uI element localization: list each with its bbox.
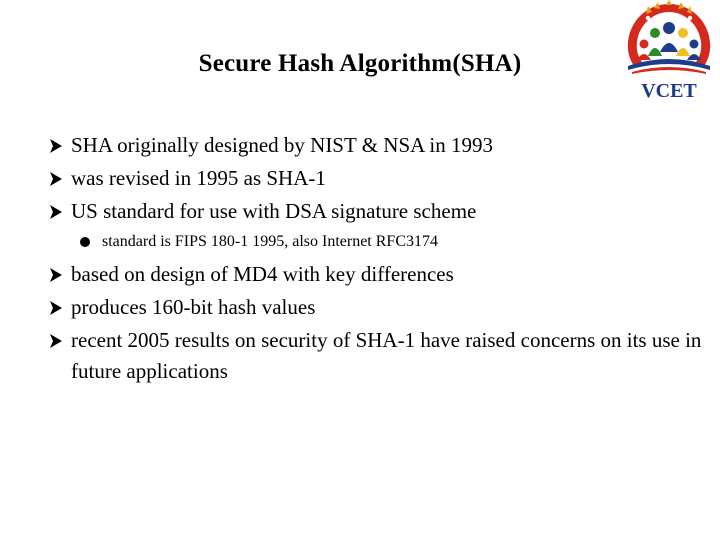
bullet-item <box>48 257 708 290</box>
bullet-text: SHA originally designed by NIST & NSA in 1993 <box>71 133 493 157</box>
arrow-bullet-icon <box>48 257 70 283</box>
bullet-item <box>48 194 708 227</box>
bullet-text: was revised in 1995 as SHA-1 <box>71 166 326 190</box>
arrow-bullet-icon <box>48 290 70 316</box>
arrow-bullet-icon <box>48 128 70 154</box>
bullet-item <box>48 290 708 323</box>
arrow-bullet-icon <box>48 194 70 220</box>
round-bullet-icon <box>80 237 90 247</box>
bullet-text: produces 160-bit hash values <box>71 295 316 319</box>
bullet-item <box>48 161 708 194</box>
bullet-text: US standard for use with DSA signature scheme <box>71 199 477 223</box>
bullet-text: based on design of MD4 with key differences <box>71 262 454 286</box>
sub-bullet-item <box>80 227 708 257</box>
slide-title: Secure Hash Algorithm(SHA) <box>198 50 522 77</box>
sub-bullet-text: standard is FIPS 180-1 1995, also Internet RFC3174 <box>102 233 438 250</box>
arrow-bullet-icon <box>48 323 70 349</box>
vcet-logo <box>618 0 720 104</box>
logo-text: VCET <box>641 80 697 102</box>
bullet-text: recent 2005 results on security of SHA-1 have raised concerns on its use in future applications <box>71 328 702 383</box>
bullet-list <box>48 128 708 387</box>
bullet-item <box>48 128 708 161</box>
bullet-item <box>48 323 708 387</box>
arrow-bullet-icon <box>48 161 70 187</box>
